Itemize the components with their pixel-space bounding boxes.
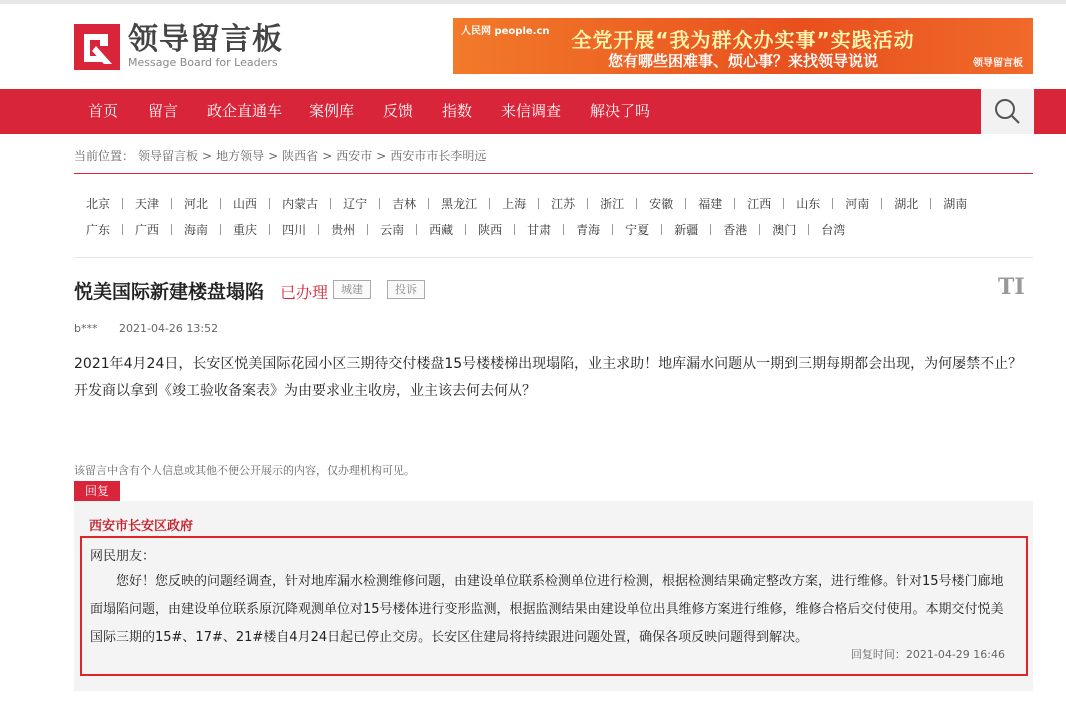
nav-item-survey[interactable]: 来信调查 (501, 102, 562, 120)
region-link[interactable]: 山东 (796, 196, 821, 211)
region-link[interactable]: 江苏 (551, 196, 576, 211)
region-link[interactable]: 贵州 (331, 222, 356, 237)
banner-badge: 人民网 people.cn (461, 26, 550, 37)
region-link[interactable]: 上海 (502, 196, 527, 211)
site-logo[interactable] (74, 24, 283, 70)
section-divider (74, 257, 1033, 258)
breadcrumb-sep: > (322, 149, 333, 163)
breadcrumb-divider (74, 173, 1033, 174)
region-link[interactable]: 四川 (282, 222, 307, 237)
nav-item-index[interactable]: 指数 (442, 102, 473, 120)
search-icon (981, 89, 1034, 134)
message-title: 悦美国际新建楼盘塌陷 (74, 281, 265, 303)
region-link[interactable]: 内蒙古 (282, 196, 319, 211)
campaign-banner[interactable] (453, 18, 1033, 74)
region-link[interactable]: 云南 (380, 222, 405, 237)
breadcrumb-item-city[interactable]: 西安市 (336, 149, 373, 163)
breadcrumb (74, 147, 490, 164)
message-status: 已办理 (280, 283, 329, 302)
banner-subline: 您有哪些困难事、烦心事？来找领导说说 (607, 52, 878, 70)
main-nav (0, 89, 1066, 134)
tag-complaint[interactable]: 投诉 (387, 280, 425, 299)
message-body: 2021年4月24日，长安区悦美国际花园小区三期待交付楼盘15号楼楼梯出现塌陷，业主求助！地库漏水问题从一期到三期每期都会出现，为何屡禁不止？开发商以拿到《竣工验收备案表》为由要求业主收房，业主该去何去何从？ (74, 356, 1023, 399)
banner-logo: 领导留言板 (973, 58, 1023, 69)
logo-mark-icon (74, 24, 120, 70)
reply-text: 您好！您反映的问题经调查，针对地库漏水检测维修问题，由建设单位联系检测单位进行检测，根据检测结果确定整改方案，进行维修。针对15号楼门廊地面塌陷问题，由建设单位联系原沉降观测单位对15号楼体进行变形监测，根据监测结果由建设单位出具维修方案进行维修，维修合格后交付使用。本期交付悦美国际三期的15#、17#、21#楼自4月24日起已停止交房。长安区住建局将持续跟进问题处置，确保各项反映问题得到解决。 (90, 574, 1004, 645)
region-row-2 (74, 216, 1033, 242)
region-link[interactable]: 黑龙江 (441, 196, 478, 211)
region-link[interactable]: 辽宁 (343, 196, 368, 211)
region-link[interactable]: 西藏 (429, 222, 454, 237)
region-link[interactable]: 澳门 (772, 222, 797, 237)
region-link[interactable]: 河北 (184, 196, 209, 211)
reply-time-value: 2021-04-29 16:46 (905, 648, 1005, 661)
region-link[interactable]: 陕西 (478, 222, 503, 237)
nav-item-feedback[interactable]: 反馈 (383, 102, 414, 120)
message-meta (74, 322, 236, 335)
reply-time-label: 回复时间： (850, 648, 906, 661)
reply-organization: 西安市长安区政府 (89, 519, 194, 534)
breadcrumb-item-local-leaders[interactable]: 地方领导 (216, 149, 265, 163)
region-list (74, 190, 1033, 242)
breadcrumb-prefix: 当前位置： (74, 149, 135, 163)
region-link[interactable]: 天津 (135, 196, 160, 211)
breadcrumb-item-board[interactable]: 领导留言板 (138, 149, 199, 163)
region-link[interactable]: 海南 (184, 222, 209, 237)
reply-greeting: 网民朋友： (90, 549, 156, 564)
tag-urban-construction[interactable]: 城建 (333, 280, 371, 299)
logo-name-en: Message Board for Leaders (128, 56, 278, 69)
breadcrumb-sep: > (202, 149, 213, 163)
font-size-icon[interactable]: TI (998, 274, 1025, 300)
nav-item-home[interactable]: 首页 (88, 102, 119, 120)
region-link[interactable]: 广西 (135, 222, 160, 237)
region-row-1 (74, 190, 1033, 216)
region-link[interactable]: 福建 (698, 196, 723, 211)
breadcrumb-item-province[interactable]: 陕西省 (282, 149, 319, 163)
nav-item-message[interactable]: 留言 (148, 102, 179, 120)
region-link[interactable]: 河南 (845, 196, 870, 211)
breadcrumb-sep: > (268, 149, 279, 163)
message-author: b*** (74, 322, 98, 335)
breadcrumb-item-mayor[interactable]: 西安市市长李明远 (390, 149, 487, 163)
region-link[interactable]: 广东 (86, 222, 111, 237)
region-link[interactable]: 安徽 (649, 196, 674, 211)
region-link[interactable]: 重庆 (233, 222, 258, 237)
reply-tab: 回复 (74, 481, 120, 501)
banner-headline: 全党开展“我为群众办实事”实践活动 (571, 28, 915, 52)
reply-time (851, 646, 1005, 662)
region-link[interactable]: 湖北 (894, 196, 919, 211)
region-link[interactable]: 浙江 (600, 196, 625, 211)
region-link[interactable]: 台湾 (821, 222, 846, 237)
nav-item-enterprise[interactable]: 政企直通车 (207, 102, 283, 120)
breadcrumb-sep: > (376, 149, 387, 163)
message-time: 2021-04-26 13:52 (118, 322, 219, 335)
search-button[interactable] (981, 89, 1034, 134)
region-link[interactable]: 北京 (86, 196, 111, 211)
nav-item-solved[interactable]: 解决了吗 (590, 102, 651, 120)
region-link[interactable]: 甘肃 (527, 222, 552, 237)
region-link[interactable]: 青海 (576, 222, 601, 237)
region-link[interactable]: 湖南 (943, 196, 968, 211)
region-link[interactable]: 山西 (233, 196, 258, 211)
logo-name-cn: 领导留言板 (128, 22, 283, 57)
nav-item-cases[interactable]: 案例库 (309, 102, 355, 120)
region-link[interactable]: 新疆 (674, 222, 699, 237)
region-link[interactable]: 江西 (747, 196, 772, 211)
region-link[interactable]: 香港 (723, 222, 748, 237)
privacy-note: 该留言中含有个人信息或其他不便公开展示的内容，仅办理机构可见。 (74, 464, 415, 477)
region-link[interactable]: 宁夏 (625, 222, 650, 237)
site-header (0, 4, 1066, 89)
region-link[interactable]: 吉林 (392, 196, 417, 211)
